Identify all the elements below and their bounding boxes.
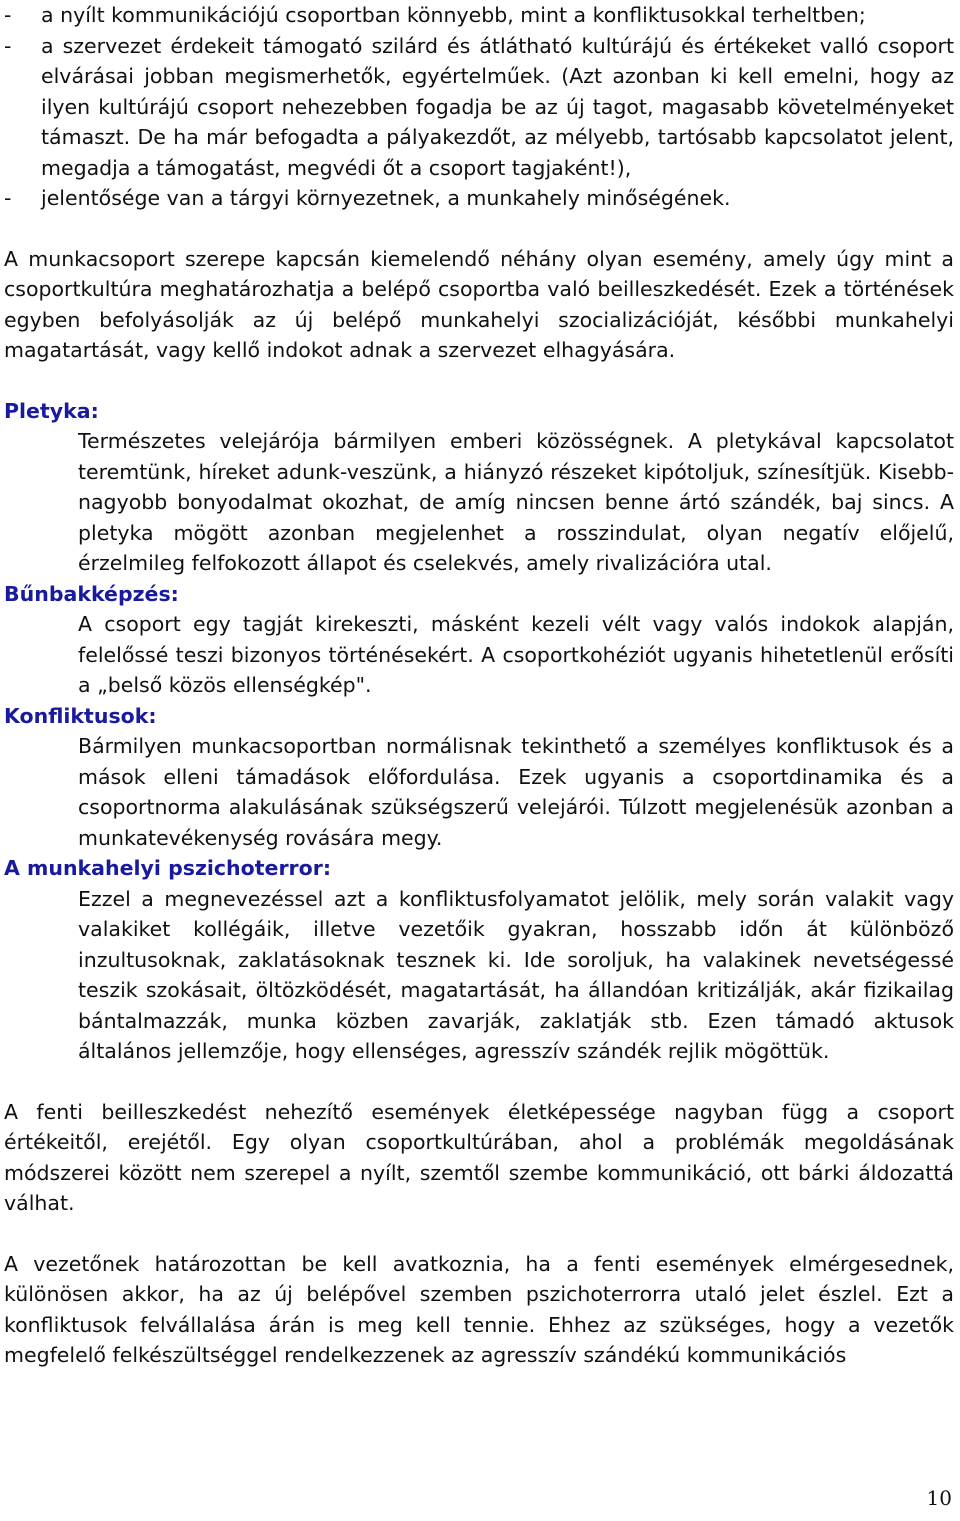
bullet-dash: - bbox=[4, 186, 12, 210]
bullet-item bbox=[4, 31, 954, 184]
page-number: 10 bbox=[926, 1486, 952, 1510]
section-text: A csoport egy tagját kirekeszti, másként kezeli vélt vagy valós indokok alapján, felelőssé teszi bizonyos történésekért. A csoportkohéziót ugyanis hihetetlenül erősíti a „belső közös ellenségkép". bbox=[78, 612, 954, 697]
bullet-dash: - bbox=[4, 33, 12, 58]
section-heading: Konfliktusok: bbox=[4, 703, 157, 728]
section-pszichoterror bbox=[4, 853, 954, 1067]
bullet-item bbox=[4, 0, 954, 31]
closing-paragraph: A vezetőnek határozottan be kell avatkoznia, ha a fenti események elmérgesednek, különösen akkor, ha az új belépővel szemben pszichoterrorra utaló jelet észlel. Ezt a konfliktusok felvállalása árán is meg kell tennie. Ehhez az szükséges, hogy a vezetők megfelelő felkészültséggel rendelkezzenek az agresszív szándékú kommunikációs bbox=[4, 1251, 954, 1367]
section-heading: Bűnbakképzés: bbox=[4, 581, 179, 606]
bullet-item bbox=[4, 183, 954, 214]
section-text: Természetes velejárója bármilyen emberi közösségnek. A pletykával kapcsolatot teremtünk, híreket adunk-veszünk, a hiányzó részeket kipótoljuk, színesítjük. Kisebb-nagyobb bonyodalmat okozhat, de amíg nincsen benne ártó szándék, baj sincs. A pletyka mögött azonban megjelenhet a rosszindulat, olyan negatív előjelű, érzelmileg felfokozott állapot és cselekvés, amely rivalizációra utal. bbox=[78, 429, 954, 575]
document-page bbox=[4, 0, 954, 1371]
section-heading: Pletyka: bbox=[4, 398, 99, 423]
section-bunbakkepzes bbox=[4, 579, 954, 701]
bullet-text: a nyílt kommunikációjú csoportban könnyebb, mint a konfliktusokkal terheltben; bbox=[41, 3, 866, 27]
section-pletyka bbox=[4, 396, 954, 579]
section-heading: A munkahelyi pszichoterror: bbox=[4, 856, 332, 880]
section-text: Ezzel a megnevezéssel azt a konfliktusfolyamatot jelölik, mely során valakit vagy valakiket kollégáik, illetve vezetőik gyakran, hosszabb időn át különböző inzultusoknak, zaklatásoknak tesznek ki. Ide soroljuk, ha valakinek nevetségessé teszik szokásait, öltözködését, magatartását, ha állandóan kritizálják, akár fizikailag bántalmazzák, munka közben zavarják, zaklatják stb. Ezen támadó aktusok általános jellemzője, hogy ellenséges, agresszív szándék rejlik mögöttük. bbox=[78, 886, 954, 1063]
bullet-text: jelentősége van a tárgyi környezetnek, a munkahely minőségének. bbox=[41, 186, 731, 210]
closing-paragraph: A fenti beilleszkedést nehezítő események életképessége nagyban függ a csoport értékeitől, erejétől. Egy olyan csoportkultúrában, ahol a problémák megoldásának módszerei között nem szerepel a nyílt, szemtől szembe kommunikáció, ott bárki áldozattá válhat. bbox=[4, 1099, 954, 1215]
bullet-dash: - bbox=[4, 3, 12, 27]
bullet-text: a szervezet érdekeit támogató szilárd és átlátható kultúrájú és értékeket valló csoport elvárásai jobban megismerhetők, egyértelműek. (Azt azonban ki kell emelni, hogy az ilyen kultúrájú csoport nehezebben fogadja be az új tagot, magasabb követelményeket támaszt. De ha már befogadta a pályakezdőt, az mélyebb, tartósabb kapcsolatot jelent, megadja a támogatást, megvédi őt a csoport tagjaként!), bbox=[41, 33, 954, 180]
intro-paragraph: A munkacsoport szerepe kapcsán kiemelendő néhány olyan esemény, amely úgy mint a csoportkultúra meghatározhatja a belépő csoportba való beilleszkedését. Ezek a történések egyben befolyásolják az új belépő munkahelyi szocializációját, későbbi munkahelyi magatartását, vagy kellő indokot adnak a szervezet elhagyására. bbox=[4, 246, 954, 362]
section-text: Bármilyen munkacsoportban normálisnak tekinthető a személyes konfliktusok és a mások elleni támadások előfordulása. Ezek ugyanis a csoportdinamika és a csoportnorma alakulásának szükségszerű velejárói. Túlzott megjelenésük azonban a munkatevékenység rovására megy. bbox=[78, 734, 954, 850]
section-konfliktusok bbox=[4, 701, 954, 854]
